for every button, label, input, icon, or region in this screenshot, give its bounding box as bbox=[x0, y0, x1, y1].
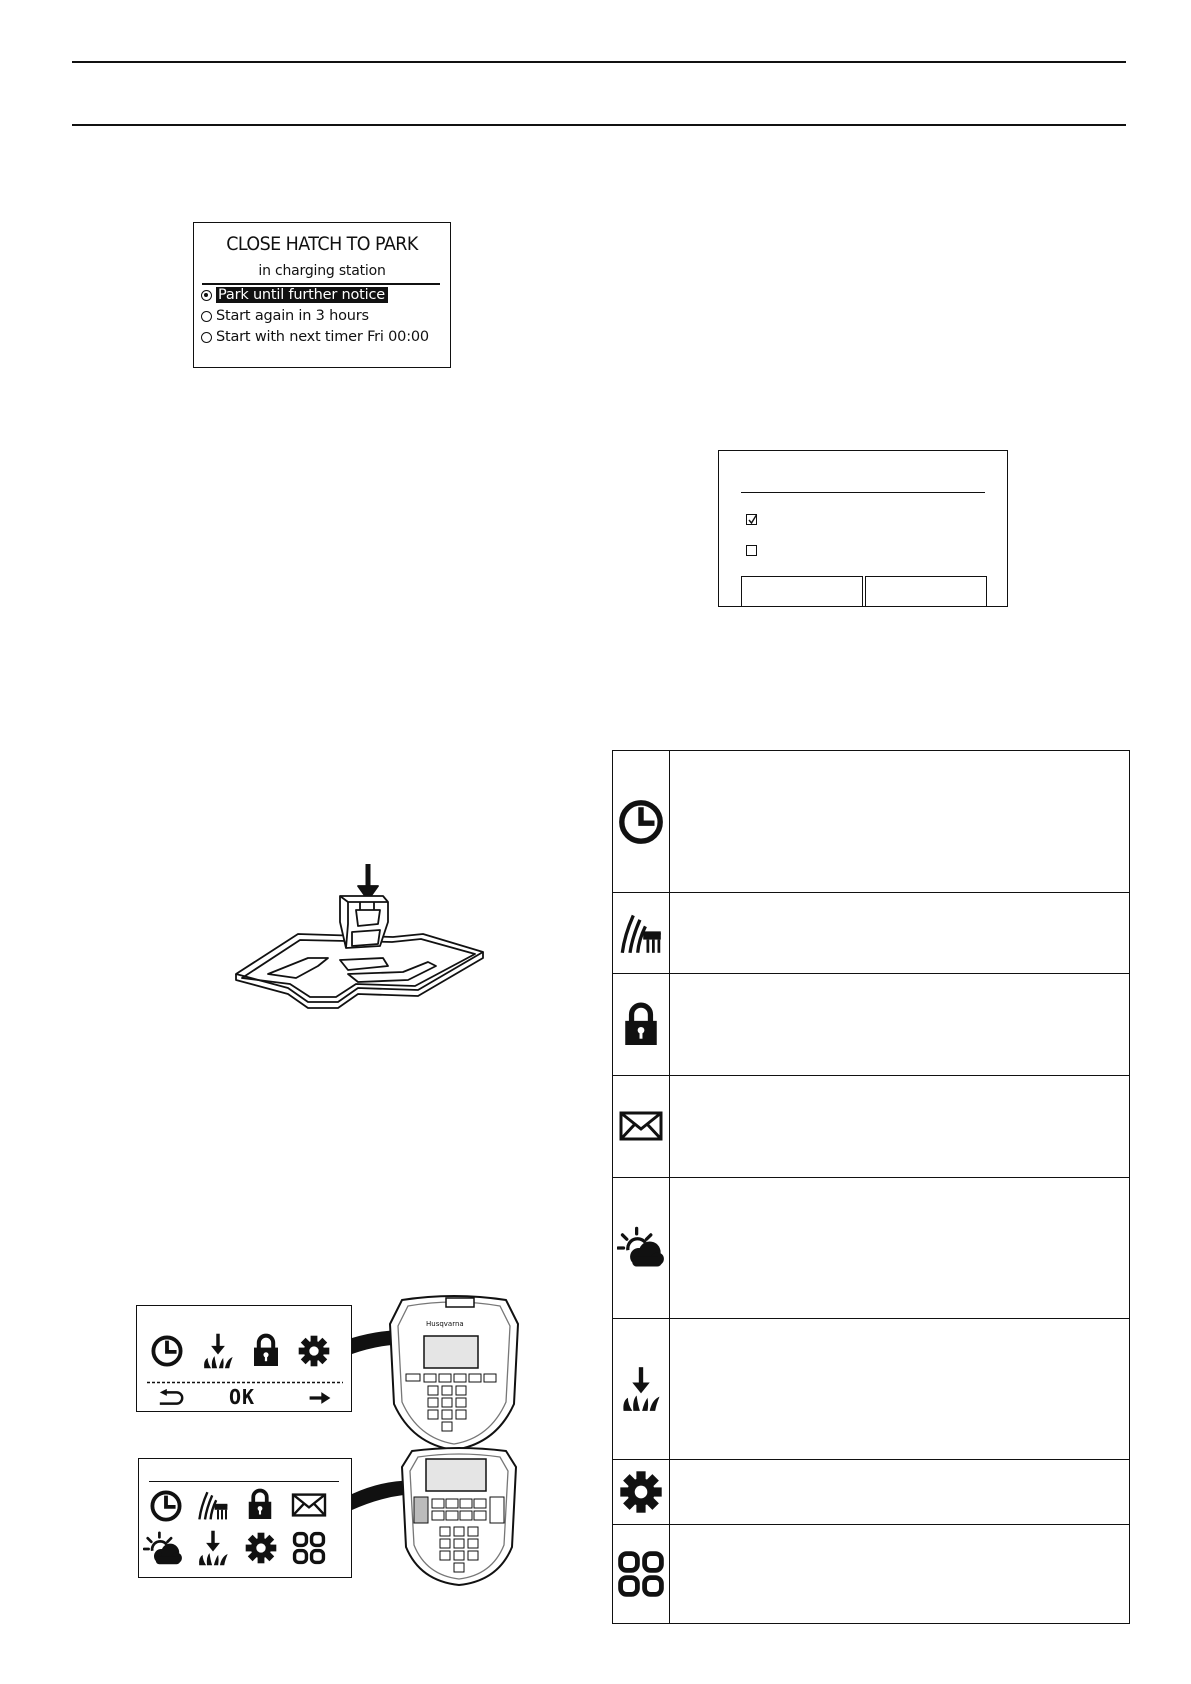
table-row-divider bbox=[613, 892, 1129, 893]
park-screen bbox=[193, 222, 451, 368]
table-row bbox=[613, 1177, 669, 1318]
menu-dashed-divider bbox=[147, 1381, 343, 1384]
brand-logo: Husqvarna bbox=[426, 1320, 464, 1328]
gear-icon bbox=[618, 1469, 664, 1515]
envelope-icon[interactable] bbox=[291, 1493, 327, 1517]
icon-table bbox=[612, 750, 1130, 1624]
park-option-2[interactable] bbox=[201, 308, 369, 324]
settings-dialog bbox=[718, 450, 1008, 607]
checkbox-unchecked[interactable] bbox=[746, 545, 757, 556]
table-row-divider bbox=[613, 1524, 1129, 1525]
robot-keypad-device-2 bbox=[398, 1447, 520, 1587]
radio-icon bbox=[201, 311, 212, 322]
dialog-button-right[interactable] bbox=[865, 576, 987, 607]
envelope-icon bbox=[619, 1111, 663, 1141]
menu-divider bbox=[149, 1481, 339, 1482]
table-row-divider bbox=[613, 973, 1129, 974]
cutting-height-icon[interactable] bbox=[197, 1489, 229, 1521]
table-row bbox=[613, 1318, 669, 1459]
table-row bbox=[613, 751, 669, 892]
ok-label[interactable]: OK bbox=[229, 1385, 256, 1409]
table-row-divider bbox=[613, 1177, 1129, 1178]
cutting-height-icon bbox=[619, 911, 663, 955]
gear-icon[interactable] bbox=[297, 1334, 331, 1368]
gear-icon[interactable] bbox=[244, 1531, 278, 1565]
lock-icon[interactable] bbox=[245, 1487, 275, 1521]
park-screen-title: CLOSE HATCH TO PARK bbox=[226, 233, 418, 255]
park-icon bbox=[619, 1365, 663, 1413]
menu-screen-1 bbox=[136, 1305, 352, 1412]
park-option-label: Park until further notice bbox=[216, 287, 388, 303]
park-icon[interactable] bbox=[195, 1529, 231, 1567]
park-icon[interactable] bbox=[200, 1332, 236, 1370]
accessories-icon[interactable] bbox=[292, 1531, 326, 1565]
lock-icon[interactable] bbox=[250, 1332, 282, 1368]
park-option-3[interactable] bbox=[201, 329, 429, 345]
clock-icon[interactable] bbox=[150, 1334, 184, 1368]
clock-icon[interactable] bbox=[149, 1489, 183, 1523]
checkbox-checked[interactable] bbox=[746, 514, 757, 525]
park-screen-subtitle: in charging station bbox=[258, 263, 386, 279]
robot-keypad-device-1 bbox=[384, 1294, 524, 1452]
park-option-label: Start again in 3 hours bbox=[216, 308, 369, 324]
park-screen-divider bbox=[202, 283, 440, 285]
return-arrow-icon[interactable] bbox=[157, 1389, 185, 1407]
lock-icon bbox=[620, 1000, 662, 1048]
table-row bbox=[613, 1459, 669, 1524]
header-top-rule bbox=[72, 61, 1126, 63]
menu-screen-2 bbox=[138, 1458, 352, 1578]
park-option-1[interactable] bbox=[201, 287, 388, 303]
table-row-divider bbox=[613, 1459, 1129, 1460]
table-row bbox=[613, 973, 669, 1075]
table-row-divider bbox=[613, 1318, 1129, 1319]
radio-selected-icon bbox=[201, 290, 212, 301]
clock-icon bbox=[617, 798, 665, 846]
weather-icon[interactable] bbox=[143, 1531, 183, 1567]
radio-icon bbox=[201, 332, 212, 343]
header-bottom-rule bbox=[72, 124, 1126, 126]
dialog-divider bbox=[741, 492, 985, 493]
table-column-divider bbox=[669, 751, 670, 1623]
right-arrow-icon[interactable] bbox=[307, 1389, 333, 1407]
check-icon bbox=[747, 515, 758, 526]
table-row-divider bbox=[613, 1075, 1129, 1076]
dialog-button-left[interactable] bbox=[741, 576, 863, 607]
park-option-label: Start with next timer Fri 00:00 bbox=[216, 329, 429, 345]
table-row bbox=[613, 892, 669, 973]
charging-station-illustration bbox=[228, 862, 528, 1022]
table-row bbox=[613, 1075, 669, 1177]
table-row bbox=[613, 1524, 669, 1623]
accessories-icon bbox=[617, 1550, 665, 1598]
weather-icon bbox=[617, 1226, 665, 1270]
